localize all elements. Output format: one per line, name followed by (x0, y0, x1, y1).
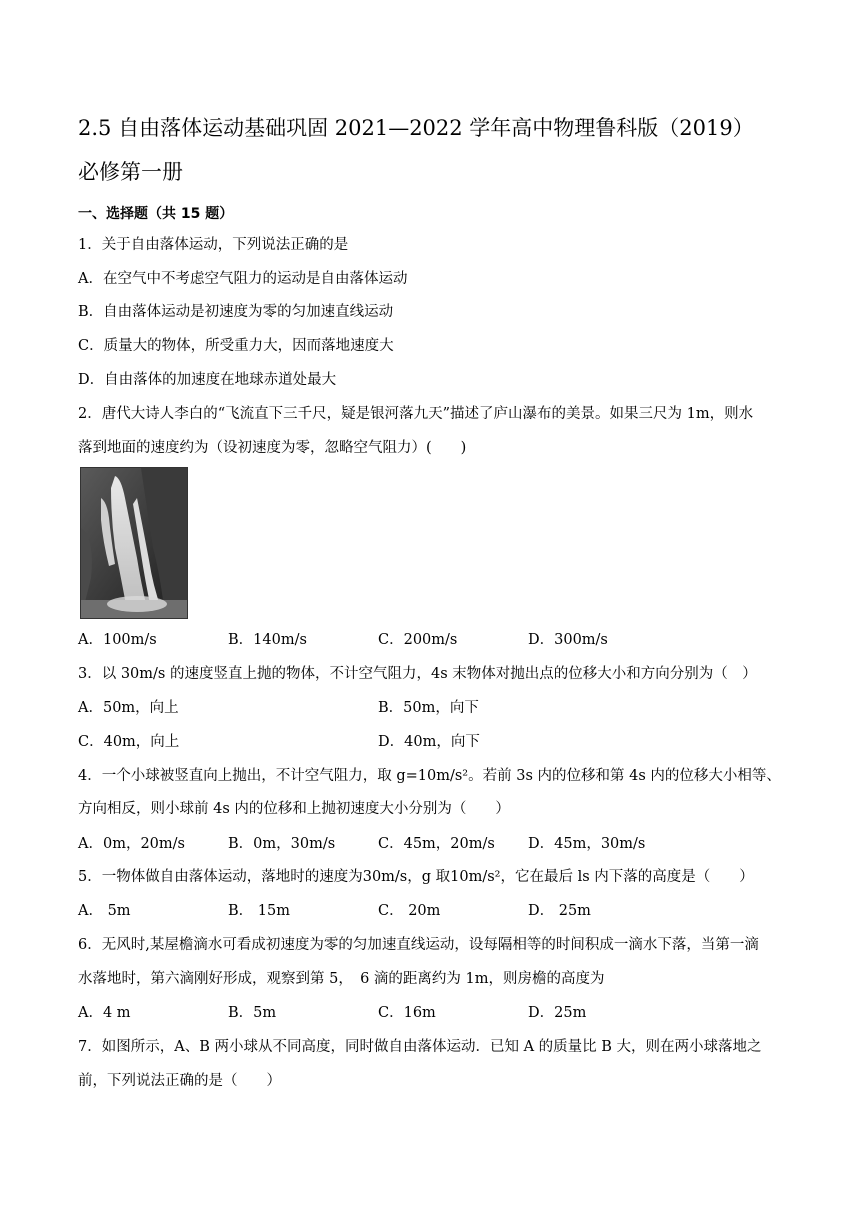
q3-option-b: B．50m，向下 (378, 700, 479, 716)
q3-option-d: D．40m，向下 (378, 734, 480, 750)
q6-stem-line-1: 6．无风时,某屋檐滴水可看成初速度为零的匀加速直线运动，设每隔相等的时间积成一滴水下落，当第一滴 (78, 937, 759, 953)
q2-option-b: B．140m/s (228, 632, 307, 648)
q7-stem-line-1: 7．如图所示，A、B 两小球从不同高度，同时做自由落体运动．已知 A 的质量比 B 大，则在两小球落地之 (78, 1039, 762, 1055)
q4-option-d: D．45m，30m/s (528, 836, 646, 852)
page-title-line-2: 必修第一册 (78, 160, 183, 184)
q7-stem-line-2: 前，下列说法正确的是（ ） (78, 1073, 281, 1089)
page-title-line-1: 2.5 自由落体运动基础巩固 2021—2022 学年高中物理鲁科版（2019） (78, 116, 754, 140)
q4-stem-line-2: 方向相反，则小球前 4s 内的位移和上抛初速度大小分别为（ ） (78, 801, 510, 817)
q6-option-c: C．16m (378, 1005, 436, 1021)
q3-option-a: A．50m，向上 (78, 700, 179, 716)
q4-stem-line-1: 4．一个小球被竖直向上抛出，不计空气阻力，取 g=10m/s²。若前 3s 内的位移和第 4s 内的位移大小相等、 (78, 768, 781, 784)
q2-option-a: A．100m/s (78, 632, 157, 648)
q5-option-c: C． 20m (378, 903, 441, 919)
q5-option-b: B． 15m (228, 903, 290, 919)
q4-option-b: B．0m，30m/s (228, 836, 336, 852)
q2-stem-line-1: 2．唐代大诗人李白的“飞流直下三千尺，疑是银河落九天”描述了庐山瀑布的美景。如果三尺为 1m，则水 (78, 406, 754, 422)
q1-option-b: B．自由落体运动是初速度为零的匀加速直线运动 (78, 304, 394, 320)
q3-option-c: C．40m，向上 (78, 734, 180, 750)
q2-stem-line-2: 落到地面的速度约为（设初速度为零，忽略空气阻力）( ) (78, 440, 467, 456)
q2-option-c: C．200m/s (378, 632, 458, 648)
q1-option-a: A．在空气中不考虑空气阻力的运动是自由落体运动 (78, 271, 408, 287)
q6-option-b: B．5m (228, 1005, 277, 1021)
q5-stem: 5．一物体做自由落体运动，落地时的速度为30m/s，g 取10m/s²，它在最后 ls 内下落的高度是（ ） (78, 869, 754, 885)
q6-stem-line-2: 水落地时，第六滴刚好形成，观察到第 5， 6 滴的距离约为 1m，则房檐的高度为 (78, 971, 605, 987)
section-heading: 一、选择题（共 15 题） (78, 206, 234, 222)
q1-option-d: D．自由落体的加速度在地球赤道处最大 (78, 372, 337, 388)
q5-option-a: A． 5m (78, 903, 131, 919)
q4-option-a: A．0m，20m/s (78, 836, 185, 852)
q5-option-d: D． 25m (528, 903, 591, 919)
q6-option-d: D．25m (528, 1005, 587, 1021)
q1-option-c: C．质量大的物体，所受重力大，因而落地速度大 (78, 338, 394, 354)
q3-stem: 3．以 30m/s 的速度竖直上抛的物体，不计空气阻力，4s 末物体对抛出点的位移大小和方向分别为（ ） (78, 666, 757, 682)
waterfall-image (80, 467, 188, 619)
q4-option-c: C．45m，20m/s (378, 836, 495, 852)
q1-stem: 1．关于自由落体运动，下列说法正确的是 (78, 237, 349, 253)
q2-option-d: D．300m/s (528, 632, 608, 648)
q6-option-a: A．4 m (78, 1005, 131, 1021)
